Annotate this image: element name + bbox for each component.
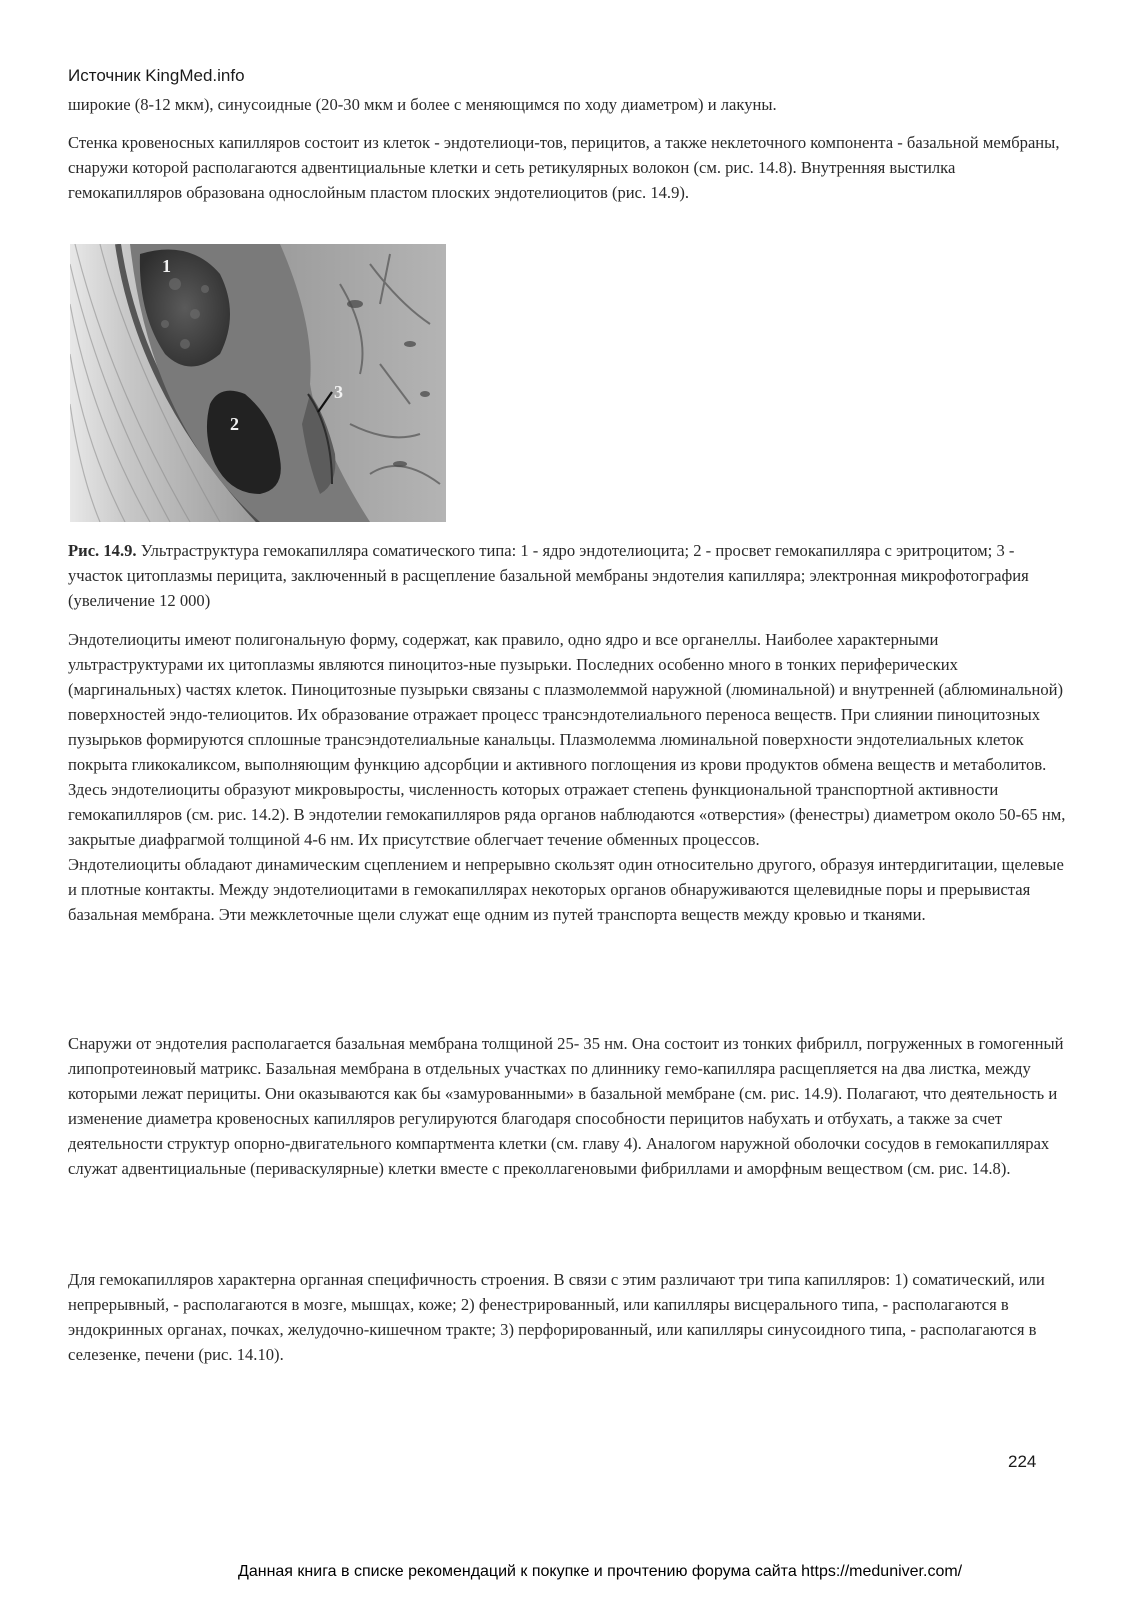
- paragraph-basal-membrane: Снаружи от эндотелия располагается базальная мембрана толщиной 25- 35 нм. Она состоит из тонких фибрилл, погруженных в гомогенный липопротеиновый матрикс. Базальная мембрана в отдельных участках по длиннику гемо-капилляра расщепляется на два листка, между которыми лежат перициты. Они оказываются как бы «замурованными» в базальной мембране (см. рис. 14.9). Полагают, что деятельность и изменение диаметра кровеносных капилляров регулируются благодаря способности перицитов набухать и отбухать, а также за счет деятельности структур опорно-двигательного компартмента клетки (см. главу 4). Аналогом наружной оболочки сосудов в гемокапиллярах служат адвентициальные (периваскулярные) клетки вместе с преколлагеновыми фибриллами и аморфным веществом (см. рис. 14.8).: [68, 1034, 1064, 1178]
- paragraph-endotheliocytes: Эндотелиоциты имеют полигональную форму, содержат, как правило, одно ядро и все органеллы. Наиболее характерными ультраструктурами их цитоплазмы являются пиноцитоз-ные пузырьки. Последних особенно много в тонких периферических (маргинальных) частях клеток. Пиноцитозные пузырьки связаны с плазмолеммой наружной (люминальной) и внутренней (аблюминальной) поверхностей эндо-телиоцитов. Их образование отражает процесс трансэндотелиального переноса веществ. При слиянии пиноцитозных пузырьков формируются сплошные трансэндотелиальные канальцы. Плазмолемма люминальной поверхности эндотелиальных клеток покрыта гликокаликсом, выполняющим функцию адсорбции и активного поглощения из крови продуктов обмена веществ и метаболитов. Здесь эндотелиоциты образуют микровыросты, численность которых отражает степень функциональной транспортной активности гемокапилляров (см. рис. 14.2). В эндотелии гемокапилляров ряда органов наблюдаются «отверстия» (фенестры) диаметром около 50-65 нм, закрытые диафрагмой толщиной 4-6 нм. Их присутствие облегчает течение обменных процессов.: [68, 630, 1066, 849]
- electron-micrograph-figure: [70, 244, 446, 522]
- figure-caption: [68, 538, 1068, 613]
- figure-label-3: 3: [334, 382, 343, 402]
- footer-note: Данная книга в списке рекомендаций к покупке и прочтению форума сайта https://meduniver.com/: [238, 1563, 963, 1580]
- paragraph-group-endothelium: [68, 627, 1068, 927]
- figure-caption-label: Рис. 14.9.: [68, 541, 137, 560]
- paragraph-capillary-wall: Стенка кровеносных капилляров состоит из клеток - эндотелиоци-тов, перицитов, а также неклеточного компонента - базальной мембраны, снаружи которой располагаются адвентициальные клетки и сеть ретикулярных волокон (см. рис. 14.8). Внутренняя выстилка гемокапилляров образована однослойным пластом плоских эндотелиоцитов (рис. 14.9).: [68, 133, 1060, 202]
- figure-label-1: 1: [162, 256, 171, 276]
- paragraph-endothelial-contacts: Эндотелиоциты обладают динамическим сцеплением и непрерывно скользят один относительно другого, образуя интердигитации, щелевые и плотные контакты. Между эндотелиоцитами в гемокапиллярах некоторых органов обнаруживаются щелевидные поры и прерывистая базальная мембрана. Эти межклеточные щели служат еще одним из путей транспорта веществ между кровью и тканями.: [68, 855, 1064, 924]
- paragraph-capillary-organ-types: Для гемокапилляров характерна органная специфичность строения. В связи с этим различают три типа капилляров: 1) соматический, или непрерывный, - располагаются в мозге, мышцах, коже; 2) фенестрированный, или капилляры висцерального типа, - располагаются в эндокринных органах, почках, желудочно-кишечном тракте; 3) перфорированный, или капилляры синусоидного типа, - располагаются в селезенке, печени (рис. 14.10).: [68, 1270, 1045, 1364]
- micrograph-image: [70, 244, 446, 522]
- paragraph-capillary-types: широкие (8-12 мкм), синусоидные (20-30 мкм и более с меняющимся по ходу диаметром) и лакуны.: [68, 95, 777, 114]
- figure-label-2: 2: [230, 414, 239, 434]
- page-number: 224: [1008, 1452, 1037, 1471]
- source-header: Источник KingMed.info: [68, 66, 245, 85]
- figure-caption-text: Ультраструктура гемокапилляра соматического типа: 1 - ядро эндотелиоцита; 2 - просвет гемокапилляра с эритроцитом; 3 - участок цитоплазмы перицита, заключенный в расщепление базальной мембраны эндотелия капилляра; электронная микрофотография (увеличение 12 000): [68, 541, 1029, 610]
